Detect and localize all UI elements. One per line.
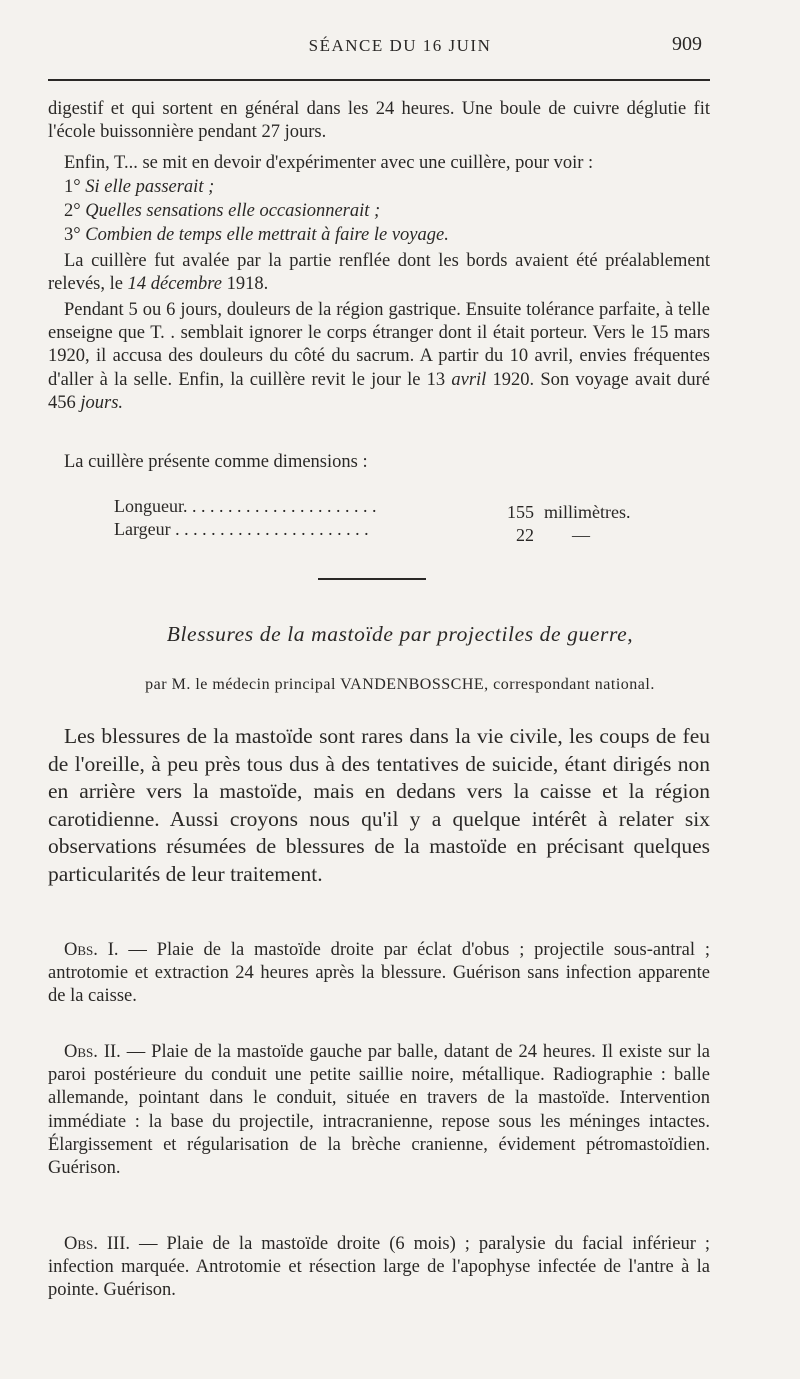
paragraph: La cuillère présente comme dimensions : [64,452,368,472]
paragraph: La cuillère fut avalée par la partie renflée dont les bords avaient été préalablement relevés, le 14 décembre 1918. [48,251,710,295]
observation-label: Obs. I. [64,940,119,960]
running-header: SÉANCE DU 16 JUIN [308,36,492,55]
dimension-value: 22 [516,525,534,545]
dimension-row [114,518,590,547]
lead-paragraph: Les blessures de la mastoïde sont rares dans la vie civile, les coups de feu de l'oreille, à peu près tous dus à des tentatives de suicide, étant dirigés non en arrière vers la mastoïde, mais en dedans vers la caisse et la région carotidienne. Aussi croyons nous qu'il y a quelque intérêt à relater six observations résumées de blessures de la mastoïde en précisant quelques particularités de leur traitement. [48,724,710,886]
article-title: Blessures de la mastoïde par projectiles de guerre, [166,622,634,646]
list-item [64,224,449,247]
observation: Obs. I. — Plaie de la mastoïde droite par éclat d'obus ; projectile sous-antral ; antrotomie et extraction 24 heures après la blessure. Guérison sans infection apparente de la caisse. [48,940,711,1007]
list-number: 1° [64,177,81,197]
observation-label: Obs. II. [64,1042,121,1062]
observation-label: Obs. III. [64,1234,130,1254]
page-number: 909 [672,33,702,55]
list-item [64,176,214,199]
header-rule [48,79,710,81]
article-byline: par M. le médecin principal VANDENBOSSCHE, correspondant national. [145,676,655,693]
dimension-unit: millimètres. [544,502,631,522]
section-divider [318,578,426,580]
observation: Obs. III. — Plaie de la mastoïde droite (6 mois) ; paralysie du facial inférieur ; infection marquée. Antrotomie et résection large de l'apophyse infectée de l'antre à la pointe. Guérison. [48,1234,711,1301]
paragraph: Enfin, T... se mit en devoir d'expérimenter avec une cuillère, pour voir : [64,153,594,173]
observation: Obs. II. — Plaie de la mastoïde gauche par balle, datant de 24 heures. Il existe sur la paroi postérieure du conduit une petite saillie noire, métallique. Radiographie : balle allemande, pointant dans le conduit, située en travers de la mastoïde. Intervention immédiate : la base du projectile, intracranienne, repose sous les méninges intactes. Élargissement et régularisation de la brèche cranienne, évidement pétromastoïdien. Guérison. [48,1042,710,1179]
paragraph: Pendant 5 ou 6 jours, douleurs de la région gastrique. Ensuite tolérance parfaite, à telle enseigne que T. . semblait ignorer le corps étranger dont il était porteur. Vers le 15 mars 1920, il accusa des douleurs du côté du sacrum. A partir du 10 avril, envies fréquentes d'aller à la selle. Enfin, la cuillère revit le jour le 13 avril 1920. Son voyage avait duré 456 jours. [48,300,710,413]
dimension-value: 155 [507,502,534,522]
dimension-label: Longueur. . . . . . . . . . . . . . . . . . . . . . [114,496,377,516]
list-text: Quelles sensations elle occasionnerait ; [85,201,381,221]
list-number: 2° [64,201,81,221]
list-text: Si elle passerait ; [85,177,215,197]
list-text: Combien de temps elle mettrait à faire le voyage. [85,225,449,245]
dimension-unit: — [572,525,590,545]
dimension-label: Largeur . . . . . . . . . . . . . . . . . . . . . . [114,519,369,539]
paragraph: digestif et qui sortent en général dans les 24 heures. Une boule de cuivre déglutie fit l'école buissonnière pendant 27 jours. [48,99,710,143]
list-item [64,200,380,223]
list-number: 3° [64,225,81,245]
